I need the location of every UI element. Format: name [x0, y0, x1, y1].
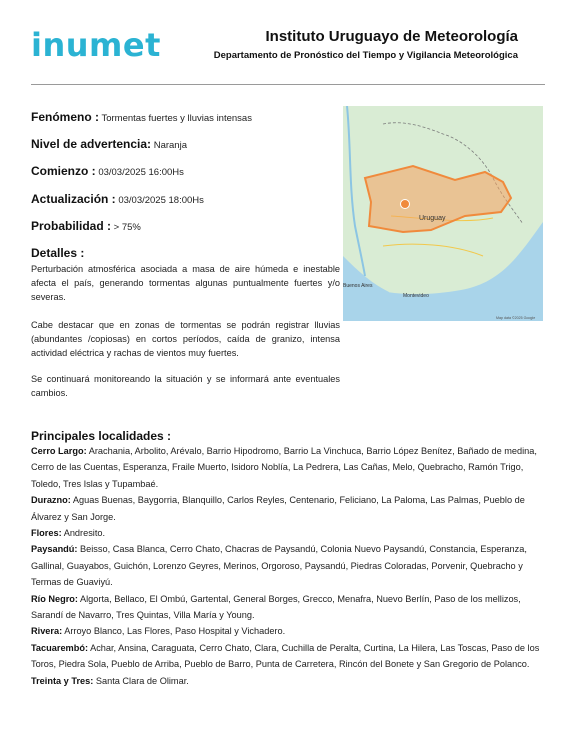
- locality-department: Durazno:: [31, 495, 71, 506]
- locality-department: Tacuarembó:: [31, 642, 89, 653]
- locality-places: Beisso, Casa Blanca, Cerro Chato, Chacras de Paysandú, Colonia Nuevo Paysandú, Constancia, Esperanza, Gallinal, Guayabos, Guichón, Lorenzo Geyres, Merinos, Orgoroso, Paysandú, Piedras Coloradas, Porvenir, Quebracho y Termas de Guaviyú.: [31, 544, 527, 588]
- details-paragraph-1: Perturbación atmosférica asociada a masa de aire húmeda e inestable afecta el país, generando tormentas algunas puntualmente fuertes y/o severas.: [31, 264, 340, 303]
- locality-item: [31, 623, 543, 639]
- locality-places: Aguas Buenas, Baygorria, Blanquillo, Carlos Reyles, Centenario, Feliciano, La Paloma, Las Palmas, Pueblo de Álvarez y San Jorge.: [31, 495, 525, 522]
- header-divider: [31, 84, 545, 85]
- locality-department: Cerro Largo:: [31, 446, 87, 456]
- details-paragraph-2: Cabe destacar que en zonas de tormentas se podrán registrar lluvias (abundantes /copiosas) en cortos períodos, caída de granizo, intensa actividad eléctrica y rachas de vientos muy fuertes.: [31, 320, 340, 359]
- locality-item: [31, 591, 543, 624]
- locality-places: Arachania, Arbolito, Arévalo, Barrio Hipodromo, Barrio La Vinchuca, Barrio López Benítez, Bañado de medina, Cerro de las Cuentas, Esperanza, Fraile Muerto, Isidoro Noblía, La Pedrera, Las Cañas, Melo, Quebracho, Ramón Trigo, Toledo, Tres Islas y Tupambaé.: [31, 446, 537, 489]
- locality-places: Arroyo Blanco, Las Flores, Paso Hospital y Vichadero.: [64, 626, 286, 637]
- actualizacion-value: 03/03/2025 18:00Hs: [118, 195, 204, 206]
- institute-title: Instituto Uruguayo de Meteorología: [265, 28, 518, 45]
- warning-marker-icon: [401, 200, 410, 209]
- localities-list: [31, 443, 543, 689]
- locality-department: Paysandú:: [31, 544, 78, 555]
- department-subtitle: Departamento de Pronóstico del Tiempo y Vigilancia Meteorológica: [213, 50, 518, 61]
- locality-places: Andresito.: [63, 528, 106, 539]
- map-city-montevideo: Montevideo: [403, 293, 429, 299]
- locality-item: [31, 673, 543, 689]
- actualizacion-row: [31, 192, 204, 206]
- locality-item: [31, 541, 543, 590]
- nivel-value: Naranja: [153, 140, 187, 151]
- warning-map: [343, 106, 543, 321]
- details-paragraph-3: Se continuará monitoreando la situación y se informará ante eventuales cambios.: [31, 374, 340, 399]
- locality-places: Santa Clara de Olimar.: [95, 675, 189, 686]
- comienzo-value: 03/03/2025 16:00Hs: [98, 167, 184, 178]
- actualizacion-label: Actualización :: [31, 192, 116, 206]
- fenomeno-label: Fenómeno :: [31, 110, 99, 124]
- locality-places: Achar, Ansina, Caraguata, Cerro Chato, Clara, Cuchilla de Peralta, Curtina, La Hilera, Las Toscas, Paso de los Toros, Piedra Sola, Pueblo de Arriba, Pueblo de Barro, Punta de Carretera, Rincón del Bonete y San Gregorio de Polanco.: [31, 642, 540, 670]
- probabilidad-value: > 75%: [113, 222, 141, 233]
- inumet-logo: inumet: [31, 26, 161, 64]
- locality-item: [31, 640, 543, 673]
- nivel-label: Nivel de advertencia:: [31, 137, 152, 151]
- locality-department: Flores:: [31, 528, 62, 539]
- localities-heading: Principales localidades :: [31, 429, 172, 443]
- details-heading: Detalles :: [31, 246, 85, 260]
- locality-places: Algorta, Bellaco, El Ombú, Gartental, General Borges, Grecco, Menafra, Nuevo Berlín, Paso de los mellizos, Sarandí de Navarro, Tres Quintas, Villa María y Young.: [31, 593, 521, 621]
- nivel-row: [31, 137, 187, 151]
- locality-item: [31, 525, 543, 541]
- locality-item: [31, 443, 543, 492]
- locality-department: Río Negro:: [31, 593, 78, 604]
- fenomeno-value: Tormentas fuertes y lluvias intensas: [101, 113, 252, 124]
- comienzo-label: Comienzo :: [31, 164, 96, 178]
- map-city-buenos-aires: Buenos Aires: [343, 283, 373, 289]
- locality-item: [31, 492, 543, 525]
- probabilidad-row: [31, 219, 141, 233]
- map-attribution: Map data ©2025 Google: [496, 316, 536, 320]
- locality-department: Rivera:: [31, 626, 63, 637]
- map-country-label: Uruguay: [419, 215, 446, 222]
- locality-department: Treinta y Tres:: [31, 675, 94, 686]
- fenomeno-row: [31, 110, 252, 124]
- comienzo-row: [31, 164, 184, 178]
- probabilidad-label: Probabilidad :: [31, 219, 112, 233]
